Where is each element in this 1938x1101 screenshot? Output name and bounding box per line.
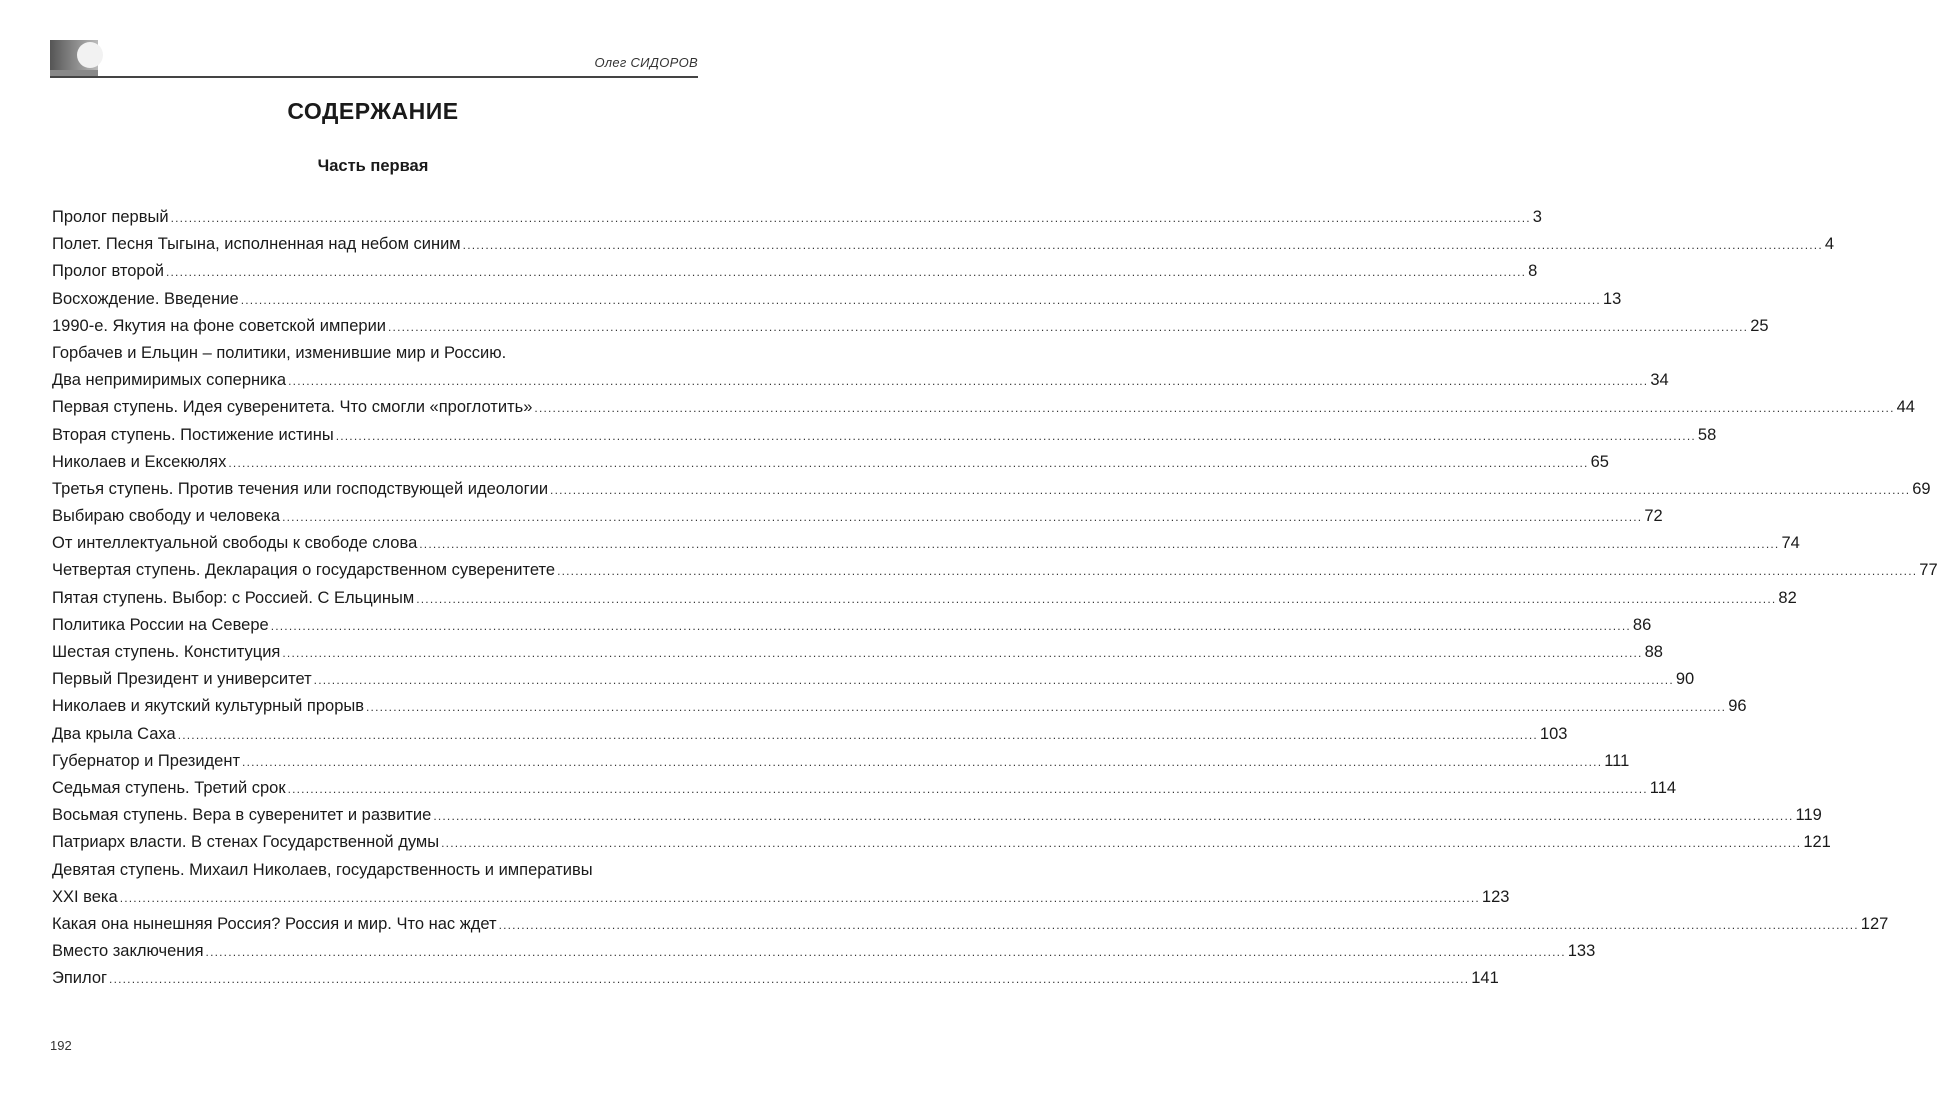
toc-dot-leader: ............................................................................................................................................................................................................................................................................................................ — [534, 401, 1895, 416]
toc-dot-leader: ............................................................................................................................................................................................................................................................................................................ — [335, 428, 1696, 443]
toc-entry-page: 90 — [1675, 670, 1695, 689]
toc-line — [52, 530, 1800, 558]
toc-entry-page: 88 — [1644, 643, 1663, 661]
toc-entry-title: Два крыла Саха — [52, 724, 176, 743]
toc-entry-title: Первая ступень. Идея суверенитета. Что смогли «проглотить» — [52, 398, 533, 417]
toc-line — [52, 693, 1747, 721]
toc-entry-page: 13 — [1602, 289, 1622, 308]
toc-entry — [52, 557, 1938, 584]
toc-dot-leader: ............................................................................................................................................................................................................................................................................................................ — [270, 618, 1631, 633]
toc-entry-page: 4 — [1824, 235, 1835, 254]
toc-entry — [52, 258, 1538, 285]
toc-line — [52, 286, 1622, 314]
toc-entry-page: 103 — [1539, 724, 1568, 743]
toc-dot-leader: ............................................................................................................................................................................................................................................................................................................ — [242, 754, 1603, 769]
toc-entry-page: 72 — [1644, 507, 1663, 526]
toc-line — [52, 340, 695, 367]
toc-entry-page: 74 — [1781, 534, 1800, 553]
toc-dot-leader: ............................................................................................................................................................................................................................................................................................................ — [205, 945, 1566, 960]
toc-entry-title: Николаев и якутский культурный прорыв — [52, 697, 365, 716]
toc-line — [52, 585, 1797, 613]
toc-line — [52, 612, 1652, 640]
toc-dot-leader: ............................................................................................................................................................................................................................................................................................................ — [498, 917, 1859, 932]
toc-entry-page: 77 — [1919, 561, 1938, 580]
toc-entry — [52, 775, 1677, 802]
toc-entry-title: Горбачев и Ельцин – политики, изменившие мир и Россию. — [52, 343, 507, 362]
toc-entry-page: 44 — [1896, 398, 1915, 417]
toc-entry-title: Николаев и Ексекюлях — [52, 452, 227, 471]
toc-dot-leader: ............................................................................................................................................................................................................................................................................................................ — [550, 482, 1911, 497]
toc-entry — [52, 965, 1499, 992]
toc-dot-leader: ............................................................................................................................................................................................................................................................................................................ — [557, 564, 1918, 579]
toc-entry — [52, 639, 1663, 666]
toc-entry-title: Политика России на Севере — [52, 615, 269, 634]
page-title: СОДЕРЖАНИЕ — [287, 98, 459, 124]
toc-entry-page: 86 — [1632, 615, 1652, 634]
toc-entry-page: 3 — [1532, 208, 1542, 226]
toc-entry-title: Седьмая ступень. Третий срок — [52, 778, 286, 797]
toc-line — [52, 449, 1609, 477]
toc-entry-title: Девятая ступень. Михаил Николаев, государственность и императивы — [52, 860, 593, 879]
toc-line — [52, 231, 1835, 259]
toc-entry-title: Выбираю свободу и человека — [52, 507, 281, 526]
header-decoration — [50, 40, 98, 76]
toc-dot-leader: ............................................................................................................................................................................................................................................................................................................ — [228, 455, 1589, 470]
toc-entry — [52, 476, 1931, 503]
toc-entry-title: Восьмая ступень. Вера в суверенитет и развитие — [52, 806, 432, 825]
toc-entry-title: Два непримиримых соперника — [52, 371, 287, 390]
toc-entry — [52, 911, 1889, 938]
toc-line — [52, 911, 1889, 939]
toc-dot-leader: ............................................................................................................................................................................................................................................................................................................ — [441, 836, 1802, 851]
toc-line — [52, 666, 1695, 694]
toc-dot-leader: ............................................................................................................................................................................................................................................................................................................ — [119, 890, 1480, 905]
toc-entry-page: 8 — [1528, 262, 1538, 281]
toc-dot-leader: ............................................................................................................................................................................................................................................................................................................ — [313, 673, 1674, 688]
toc-line — [52, 639, 1663, 667]
toc-entry — [52, 693, 1747, 720]
toc-entry-page: 111 — [1604, 751, 1630, 770]
toc-entry-title: Первый Президент и университет — [52, 670, 312, 689]
toc-entry-page: 25 — [1750, 316, 1769, 335]
toc-dot-leader: ............................................................................................................................................................................................................................................................................................................ — [177, 727, 1538, 742]
toc-dot-leader: ............................................................................................................................................................................................................................................................................................................ — [388, 319, 1749, 334]
toc-dot-leader: ............................................................................................................................................................................................................................................................................................................ — [287, 781, 1648, 796]
toc-entry — [52, 503, 1663, 530]
toc-dot-leader: ............................................................................................................................................................................................................................................................................................................ — [366, 700, 1727, 715]
page-number: 192 — [50, 1038, 72, 1053]
toc-line — [52, 857, 695, 884]
toc-entry — [52, 231, 1835, 258]
toc-line — [52, 394, 1915, 422]
toc-entry — [52, 748, 1630, 775]
toc-entry-title: Шестая ступень. Конституция — [52, 643, 281, 661]
toc-entry — [52, 612, 1652, 639]
toc-entry — [52, 449, 1609, 476]
toc-dot-leader: ............................................................................................................................................................................................................................................................................................................ — [170, 211, 1531, 225]
toc-entry-page: 69 — [1912, 479, 1931, 498]
toc-line — [52, 258, 1538, 286]
toc-dot-leader: ............................................................................................................................................................................................................................................................................................................ — [240, 292, 1601, 307]
toc-dot-leader: ............................................................................................................................................................................................................................................................................................................ — [165, 265, 1527, 280]
toc-line — [52, 204, 1542, 232]
toc-entry-title: Губернатор и Президент — [52, 751, 241, 770]
toc-entry-title: Полет. Песня Тыгына, исполненная над небом синим — [52, 235, 461, 254]
toc-line — [52, 802, 1822, 830]
toc-dot-leader: ............................................................................................................................................................................................................................................................................................................ — [109, 972, 1470, 987]
toc-entry-title: Патриарх власти. В стенах Государственной думы — [52, 833, 440, 852]
toc-entry-page: 127 — [1860, 914, 1889, 933]
toc-line — [52, 503, 1663, 531]
table-of-contents — [52, 204, 1938, 992]
toc-entry-page: 121 — [1803, 833, 1831, 852]
toc-dot-leader: ............................................................................................................................................................................................................................................................................................................ — [416, 591, 1777, 606]
toc-entry-page: 58 — [1697, 425, 1717, 444]
toc-entry — [52, 340, 695, 367]
toc-line — [52, 884, 1510, 912]
toc-dot-leader: ............................................................................................................................................................................................................................................................................................................ — [282, 646, 1643, 660]
toc-entry-title: 1990-е. Якутия на фоне советской империи — [52, 316, 387, 335]
toc-line — [52, 476, 1931, 504]
toc-line — [52, 721, 1568, 749]
toc-line — [52, 313, 1769, 341]
toc-line — [52, 829, 1831, 857]
toc-line — [52, 367, 1669, 395]
toc-entry-page: 114 — [1649, 778, 1677, 797]
toc-entry — [52, 313, 1769, 340]
toc-entry-page: 82 — [1778, 588, 1797, 607]
toc-line — [52, 775, 1677, 803]
toc-entry-title: Четвертая ступень. Декларация о государственном суверенитете — [52, 561, 556, 580]
toc-entry — [52, 721, 1568, 748]
toc-entry-title: Третья ступень. Против течения или господствующей идеологии — [52, 479, 549, 498]
toc-entry — [52, 802, 1822, 829]
part-title: Часть первая — [317, 157, 429, 175]
toc-entry — [52, 204, 1542, 231]
toc-entry-title: Вторая ступень. Постижение истины — [52, 425, 334, 444]
toc-entry — [52, 666, 1695, 693]
toc-entry-title: От интеллектуальной свободы к свободе слова — [52, 534, 418, 553]
toc-entry — [52, 394, 1915, 421]
toc-entry — [52, 585, 1797, 612]
toc-entry — [52, 422, 1717, 449]
toc-dot-leader: ............................................................................................................................................................................................................................................................................................................ — [462, 238, 1823, 253]
toc-entry-page: 96 — [1728, 697, 1747, 716]
toc-line — [52, 748, 1630, 776]
toc-entry — [52, 938, 1596, 965]
toc-entry-page: 141 — [1471, 969, 1499, 988]
toc-entry-page: 133 — [1567, 942, 1596, 961]
toc-entry-page: 119 — [1795, 806, 1822, 825]
toc-entry-title: Пятая ступень. Выбор: с Россией. С Ельциным — [52, 588, 415, 607]
toc-line — [52, 422, 1717, 450]
running-header-author: Олег СИДОРОВ — [594, 55, 698, 70]
toc-entry-title: Эпилог — [52, 969, 108, 988]
toc-entry — [52, 367, 1669, 394]
toc-entry — [52, 530, 1800, 557]
toc-entry-title: Пролог первый — [52, 208, 169, 226]
toc-dot-leader: ............................................................................................................................................................................................................................................................................................................ — [419, 537, 1780, 552]
toc-entry — [52, 829, 1831, 856]
toc-dot-leader: ............................................................................................................................................................................................................................................................................................................ — [282, 510, 1643, 525]
toc-dot-leader: ............................................................................................................................................................................................................................................................................................................ — [433, 809, 1794, 824]
toc-entry-title: Какая она нынешняя Россия? Россия и мир. Что нас ждет — [52, 914, 497, 933]
header-rule — [50, 76, 698, 78]
toc-entry-page: 34 — [1650, 371, 1669, 390]
toc-dot-leader: ............................................................................................................................................................................................................................................................................................................ — [288, 374, 1649, 389]
toc-entry — [52, 286, 1622, 313]
toc-entry — [52, 857, 695, 884]
toc-entry-title: Пролог второй — [52, 262, 164, 281]
toc-line — [52, 965, 1499, 993]
toc-entry-title: Восхождение. Введение — [52, 289, 239, 308]
toc-entry-page: 65 — [1590, 452, 1609, 471]
toc-entry — [52, 884, 1510, 911]
toc-line — [52, 938, 1596, 966]
toc-entry-page: 123 — [1481, 887, 1510, 906]
toc-line — [52, 557, 1938, 585]
toc-entry-title: Вместо заключения — [52, 942, 204, 961]
toc-entry-title: XXI века — [52, 887, 118, 906]
